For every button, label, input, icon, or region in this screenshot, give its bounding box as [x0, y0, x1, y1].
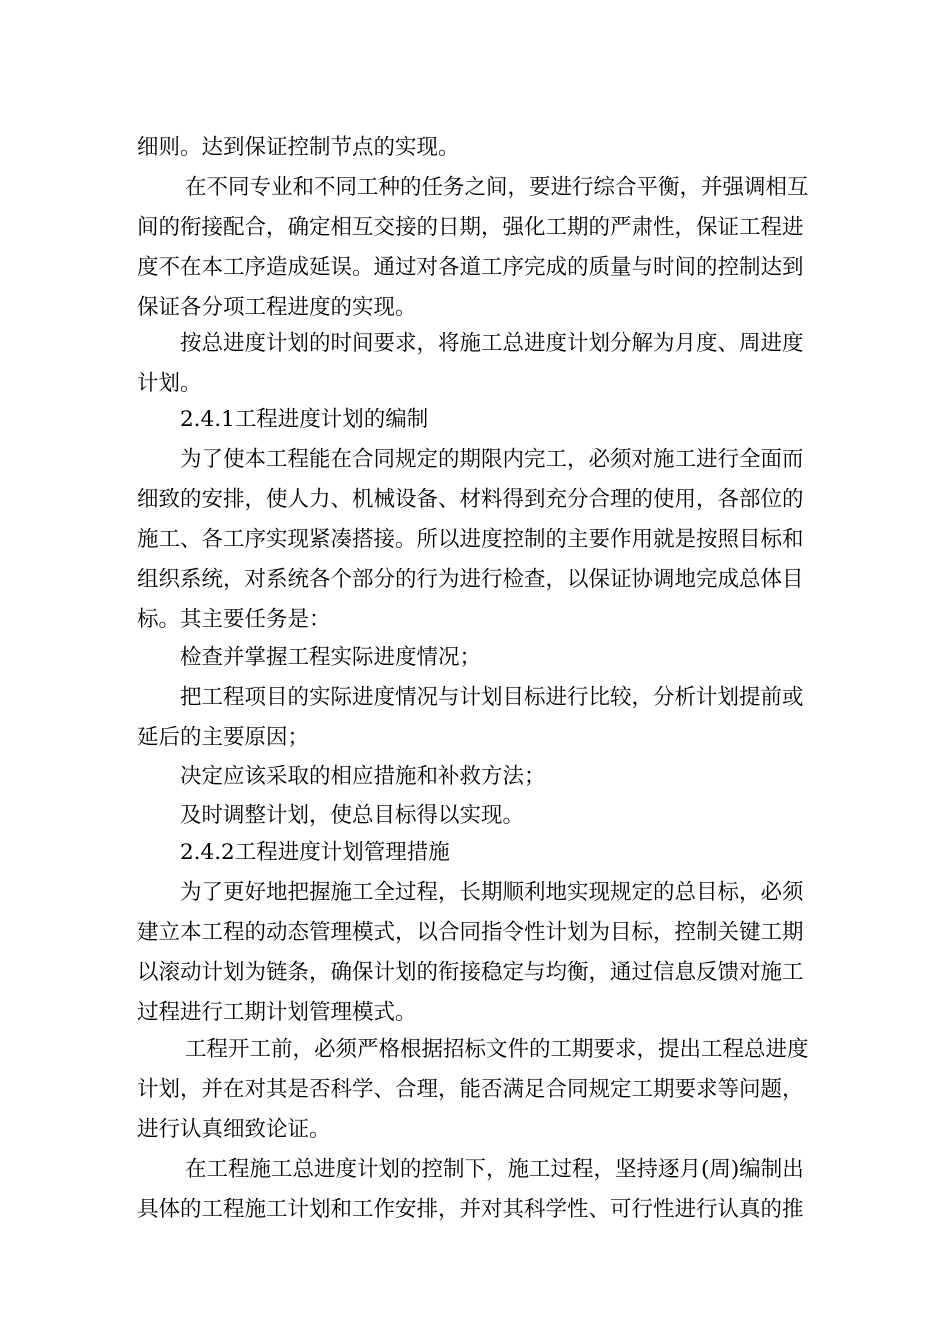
text-line: 为了更好地把握施工全过程，长期顺利地实现规定的总目标，必须: [180, 880, 804, 905]
text-line: 把工程项目的实际进度情况与计划目标进行比较，分析计划提前或: [180, 685, 804, 710]
text-line: 延后的主要原因；: [137, 725, 310, 750]
section-heading: 2.4.1工程进度计划的编制: [180, 407, 429, 432]
text-line: 工程开工前，必须严格根据招标文件的工期要求，提出工程总进度: [185, 1037, 809, 1062]
text-line: 标。其主要任务是：: [137, 607, 331, 632]
section-heading: 2.4.2工程进度计划管理措施: [180, 840, 450, 865]
text-line: 按总进度计划的时间要求，将施工总进度计划分解为月度、周进度: [180, 331, 804, 356]
text-line: 以滚动计划为链条，确保计划的衔接稳定与均衡，通过信息反馈对施工: [137, 960, 804, 985]
text-line: 进行认真细致论证。: [137, 1117, 331, 1142]
text-line: 度不在本工序造成延误。通过对各道工序完成的质量与时间的控制达到: [137, 255, 804, 280]
text-line: 计划，并在对其是否科学、合理，能否满足合同规定工期要求等问题，: [137, 1077, 804, 1102]
text-line: 为了使本工程能在合同规定的期限内完工，必须对施工进行全面而: [180, 447, 804, 472]
text-line: 在工程施工总进度计划的控制下，施工过程，坚持逐月(周)编制出: [185, 1157, 804, 1182]
text-line: 施工、各工序实现紧凑搭接。所以进度控制的主要作用就是按照目标和: [137, 527, 804, 552]
text-line: 及时调整计划，使总目标得以实现。: [180, 803, 525, 828]
text-line: 组织系统，对系统各个部分的行为进行检查，以保证协调地完成总体目: [137, 567, 804, 592]
text-line: 计划。: [137, 371, 202, 396]
text-line: 决定应该采取的相应措施和补救方法；: [180, 764, 546, 789]
text-line: 过程进行工期计划管理模式。: [137, 1000, 417, 1025]
text-line: 建立本工程的动态管理模式，以合同指令性计划为目标，控制关键工期: [137, 920, 804, 945]
text-line: 在不同专业和不同工种的任务之间，要进行综合平衡，并强调相互: [185, 175, 809, 200]
text-line: 细则。达到保证控制节点的实现。: [137, 135, 460, 160]
text-line: 间的衔接配合，确定相互交接的日期，强化工期的严肃性，保证工程进: [137, 215, 804, 240]
text-line: 具体的工程施工计划和工作安排，并对其科学性、可行性进行认真的推: [137, 1197, 804, 1222]
text-line: 保证各分项工程进度的实现。: [137, 295, 417, 320]
text-line: 检查并掌握工程实际进度情况；: [180, 645, 482, 670]
text-line: 细致的安排，使人力、机械设备、材料得到充分合理的使用，各部位的: [137, 487, 804, 512]
